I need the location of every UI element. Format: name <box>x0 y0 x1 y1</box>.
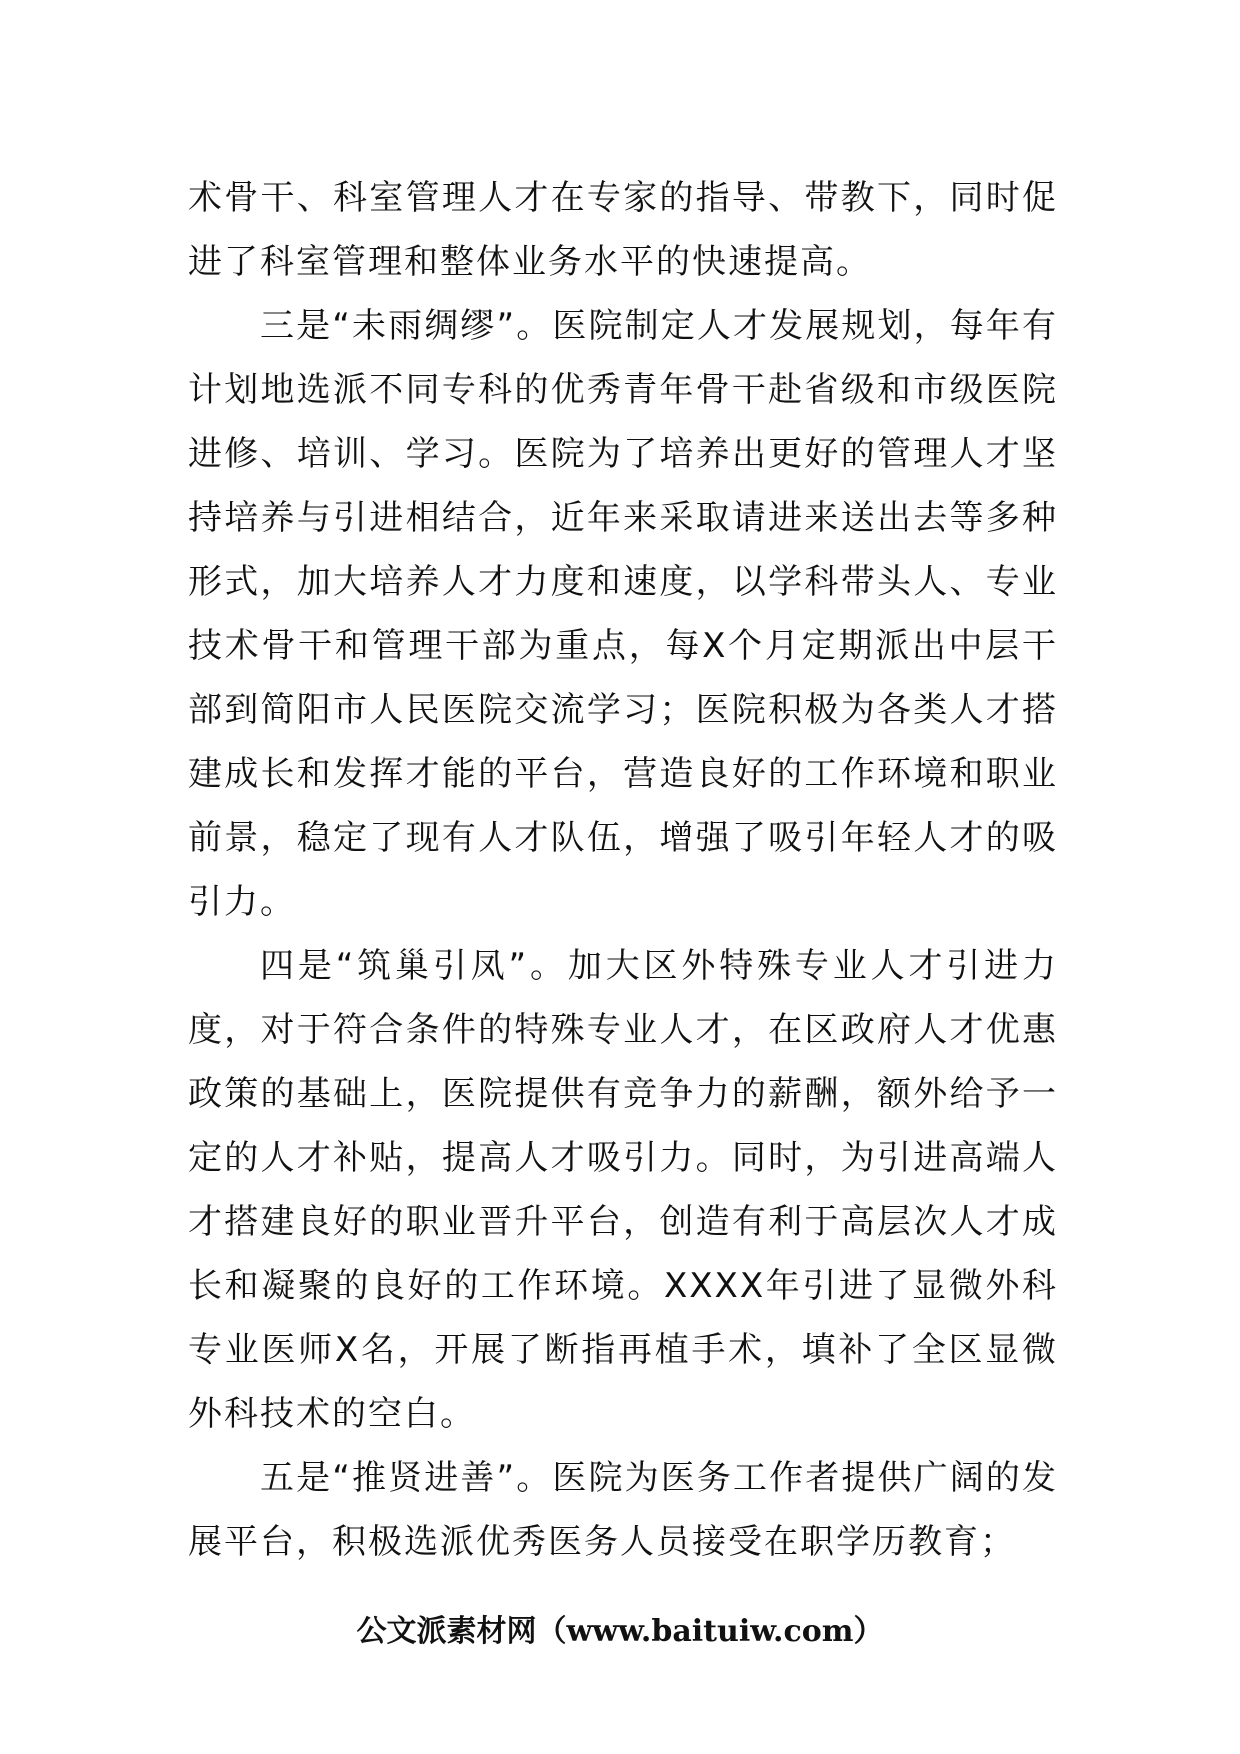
paragraph-point-four: 四是“筑巢引凤”。加大区外特殊专业人才引进力度，对于符合条件的特殊专业人才，在区政府人才优惠政策的基础上，医院提供有竞争力的薪酬，额外给予一定的人才补贴，提高人才吸引力。同时，为引进高端人才搭建良好的职业晋升平台，创造有利于高层次人才成长和凝聚的良好的工作环境。XXXX年引进了显微外科专业医师X名，开展了断指再植手术，填补了全区显微外科技术的空白。 <box>188 946 1058 1434</box>
paragraph-continuation: 术骨干、科室管理人才在专家的指导、带教下，同时促进了科室管理和整体业务水平的快速提高。 <box>188 178 1058 282</box>
paragraph-point-three: 三是“未雨绸缪”。医院制定人才发展规划，每年有计划地选派不同专科的优秀青年骨干赴省级和市级医院进修、培训、学习。医院为了培养出更好的管理人才坚持培养与引进相结合，近年来采取请进来送出去等多种形式，加大培养人才力度和速度，以学科带头人、专业技术骨干和管理干部为重点，每X个月定期派出中层干部到简阳市人民医院交流学习；医院积极为各类人才搭建成长和发挥才能的平台，营造良好的工作环境和职业前景，稳定了现有人才队伍，增强了吸引年轻人才的吸引力。 <box>188 306 1058 922</box>
footer-watermark: 公文派素材网（www.baituiw.com） <box>356 1614 884 1649</box>
document-body <box>188 166 1058 1574</box>
paragraph-point-five: 五是“推贤进善”。医院为医务工作者提供广阔的发展平台，积极选派优秀医务人员接受在职学历教育； <box>188 1458 1058 1562</box>
